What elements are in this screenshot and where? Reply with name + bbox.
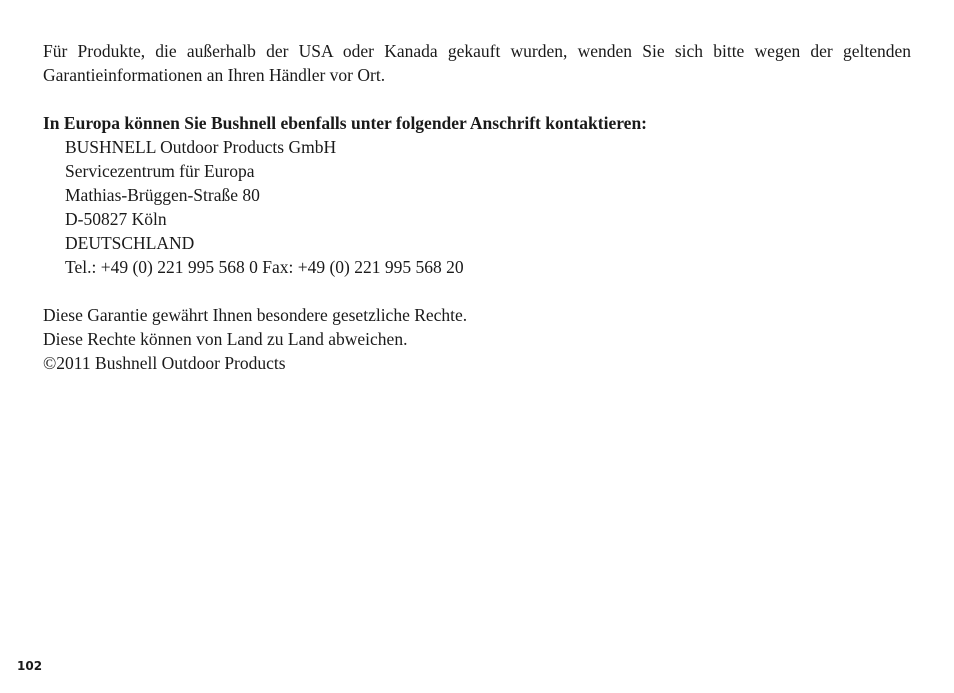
address-line-company: BUSHNELL Outdoor Products GmbH [65,137,337,157]
address-line-department: Servicezentrum für Europa [65,161,255,181]
address-line-country: DEUTSCHLAND [65,233,195,253]
legal-notes [43,303,911,375]
legal-note-variation: Diese Rechte können von Land zu Land abweichen. [43,329,408,349]
page-number: 102 [17,659,43,673]
intro-paragraph: Für Produkte, die außerhalb der USA oder Kanada gekauft wurden, wenden Sie sich bitte wegen der geltenden Garantieinformationen an Ihren Händler vor Ort. [43,41,911,85]
address-line-street: Mathias-Brüggen-Straße 80 [65,185,260,205]
address-line-phone-fax: Tel.: +49 (0) 221 995 568 0 Fax: +49 (0) 221 995 568 20 [65,257,464,277]
contact-heading: In Europa können Sie Bushnell ebenfalls unter folgender Anschrift kontaktieren: [43,113,648,133]
contact-address [43,135,911,279]
copyright-notice: ©2011 Bushnell Outdoor Products [43,353,286,373]
address-line-city: D-50827 Köln [65,209,167,229]
document-page [43,39,911,375]
legal-note-rights: Diese Garantie gewährt Ihnen besondere gesetzliche Rechte. [43,305,468,325]
